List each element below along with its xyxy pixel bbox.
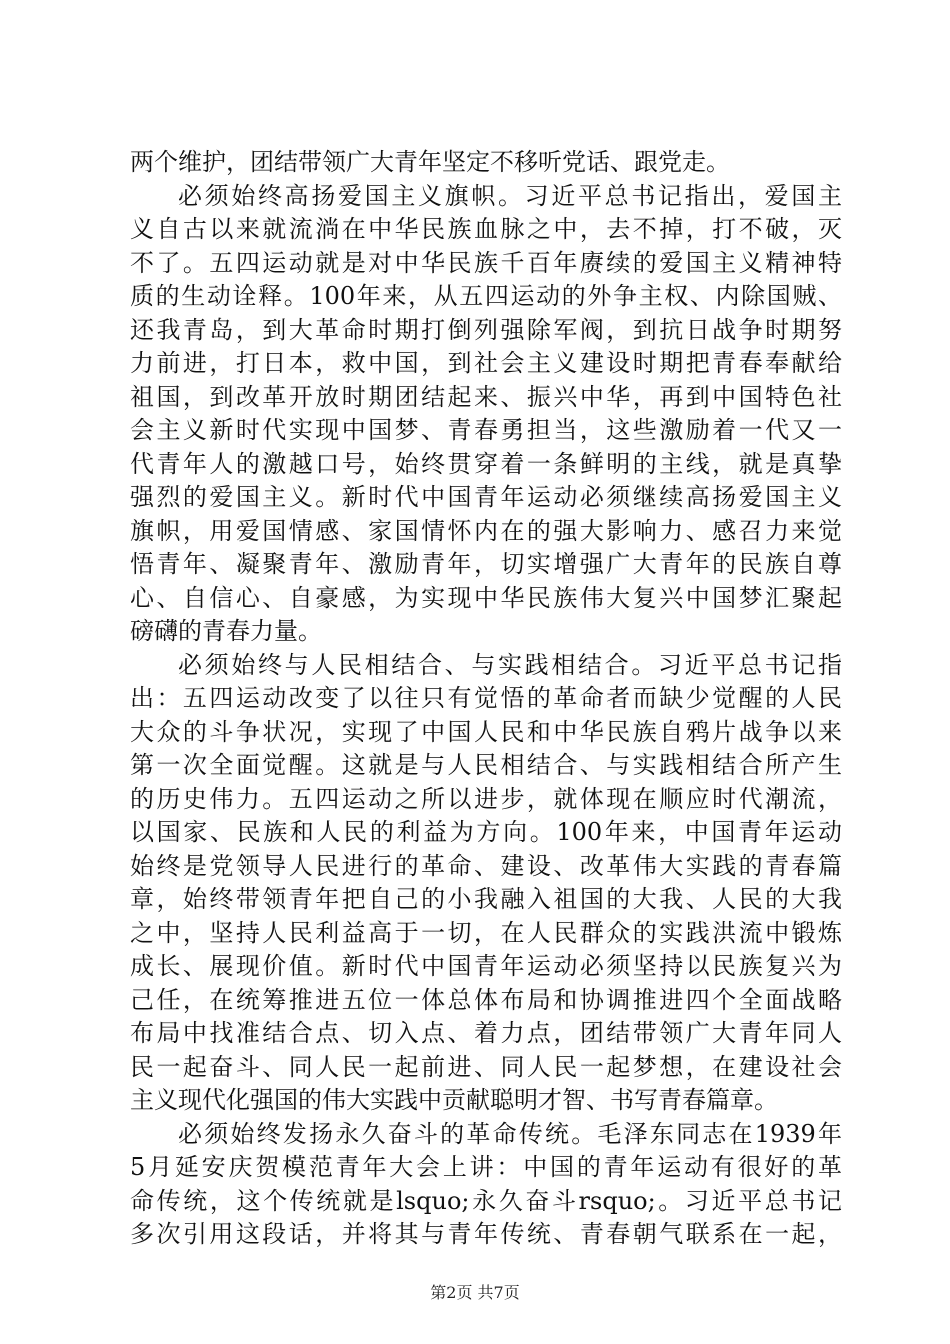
text-line: 大众的斗争状况，实现了中国人民和中华民族自鸦片战争以来 <box>130 717 842 746</box>
text-line: 以国家、民族和人民的利益为方向。100年来，中国青年运动 <box>130 818 842 846</box>
text-line: 之中，坚持人民利益高于一切，在人民群众的实践洪流中锻炼 <box>130 918 842 947</box>
text-line: 代青年人的激越口号，始终贯穿着一条鲜明的主线，就是真挚 <box>130 449 842 478</box>
text-line: 强烈的爱国主义。新时代中国青年运动必须继续高扬爱国主义 <box>130 483 842 511</box>
paragraph-first-line: 必须始终发扬永久奋斗的革命传统。毛泽东同志在1939年 <box>178 1119 842 1148</box>
text-line: 会主义新时代实现中国梦、青春勇担当，这些激励着一代又一 <box>130 416 842 444</box>
text-line: 力前进，打日本，救中国，到社会主义建设时期把青春奉献给 <box>130 349 842 377</box>
text-line: 的历史伟力。五四运动之所以进步，就体现在顺应时代潮流， <box>130 784 842 813</box>
text-line: 质的生动诠释。100年来，从五四运动的外争主权、内除国贼、 <box>130 282 842 310</box>
text-line: 多次引用这段话，并将其与青年传统、青春朝气联系在一起， <box>130 1220 842 1248</box>
text-line: 出：五四运动改变了以往只有觉悟的革命者而缺少觉醒的人民 <box>130 684 842 712</box>
text-line: 心、自信心、自豪感，为实现中华民族伟大复兴中国梦汇聚起 <box>130 583 842 612</box>
body-text <box>130 146 842 1252</box>
text-line: 始终是党领导人民进行的革命、建设、改革伟大实践的青春篇 <box>130 851 842 880</box>
text-line: 命传统，这个传统就是lsquo;永久奋斗rsquo;。习近平总书记 <box>130 1186 842 1215</box>
text-line: 成长、展现价值。新时代中国青年运动必须坚持以民族复兴为 <box>130 952 842 980</box>
text-line: 悟青年、凝聚青年、激励青年，切实增强广大青年的民族自尊 <box>130 550 842 578</box>
text-line: 两个维护，团结带领广大青年坚定不移听党话、跟党走。 <box>130 148 730 176</box>
text-line: 布局中找准结合点、切入点、着力点，团结带领广大青年同人 <box>130 1019 842 1047</box>
text-line: 不了。五四运动就是对中华民族千百年赓续的爱国主义精神特 <box>130 248 842 277</box>
text-line: 5月延安庆贺模范青年大会上讲：中国的青年运动有很好的革 <box>130 1153 842 1181</box>
page-number-footer: 第2页 共7页 <box>430 1283 520 1302</box>
text-line: 祖国，到改革开放时期团结起来、振兴中华，再到中国特色社 <box>130 382 842 411</box>
text-line: 义自古以来就流淌在中华民族血脉之中，去不掉，打不破，灭 <box>130 215 842 243</box>
text-line: 第一次全面觉醒。这就是与人民相结合、与实践相结合所产生 <box>130 751 842 779</box>
text-line: 民一起奋斗、同人民一起前进、同人民一起梦想，在建设社会 <box>130 1052 842 1081</box>
text-line: 磅礴的青春力量。 <box>130 617 322 645</box>
text-line: 旗帜，用爱国情感、家国情怀内在的强大影响力、感召力来觉 <box>130 516 842 545</box>
paragraph-first-line: 必须始终与人民相结合、与实践相结合。习近平总书记指 <box>178 650 842 679</box>
paragraph-first-line: 必须始终高扬爱国主义旗帜。习近平总书记指出，爱国主 <box>178 181 842 210</box>
text-line: 己任，在统筹推进五位一体总体布局和协调推进四个全面战略 <box>130 985 842 1014</box>
text-line: 主义现代化强国的伟大实践中贡献聪明才智、书写青春篇章。 <box>130 1086 778 1114</box>
text-line: 还我青岛，到大革命时期打倒列强除军阀，到抗日战争时期努 <box>130 315 842 344</box>
text-line: 章，始终带领青年把自己的小我融入祖国的大我、人民的大我 <box>130 885 842 913</box>
